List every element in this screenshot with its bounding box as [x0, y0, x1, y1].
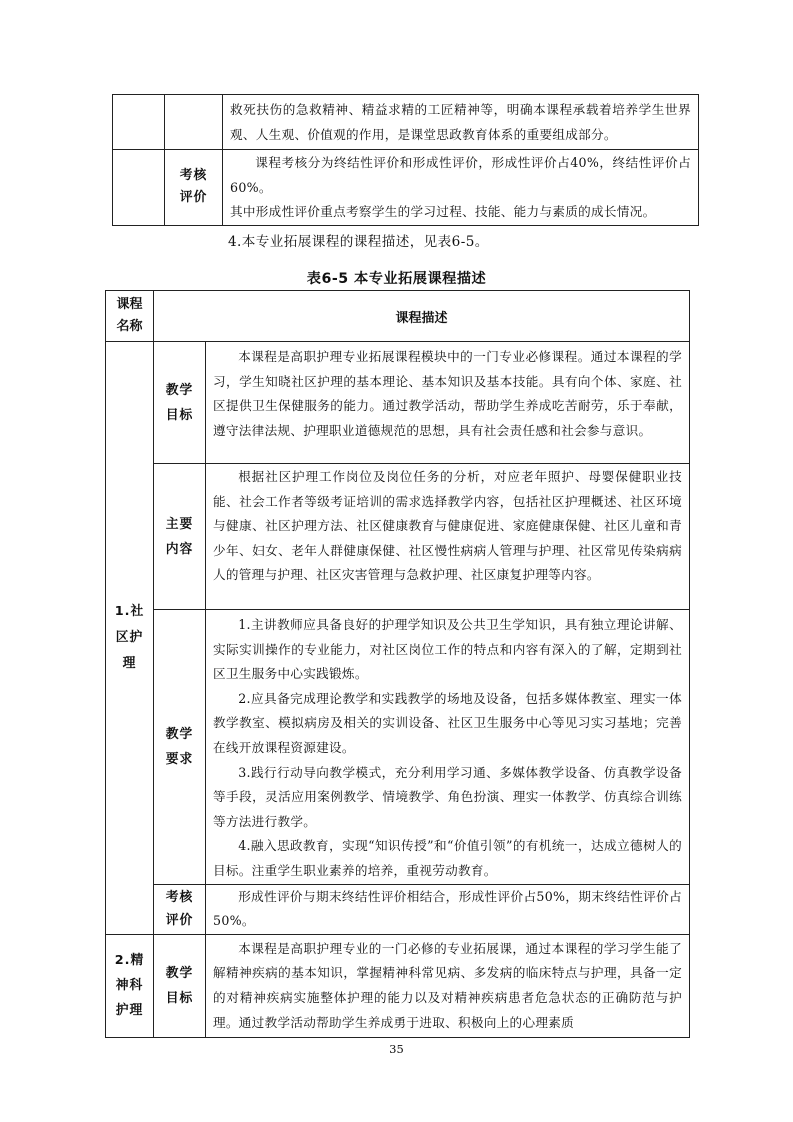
course-1-goals-label: 教学目标 [154, 342, 206, 464]
assessment-paragraph-2: 其中形成性评价重点考察学生的学习过程、技能、能力与素质的成长情况。 [230, 204, 656, 220]
header-course-name: 课程名称 [106, 291, 154, 342]
header-course-description: 课程描述 [154, 291, 690, 342]
top-table-label-cell [165, 95, 223, 150]
assessment-label: 考核评价 [165, 150, 223, 226]
intro-text: 4.本专业拓展课程的课程描述，见表6-5。 [228, 234, 489, 250]
top-table-text-cell [223, 95, 699, 150]
table-caption: 表6-5 本专业拓展课程描述 [306, 271, 487, 287]
course-description-table [105, 290, 690, 1038]
course-1-content-label: 主要内容 [154, 464, 206, 610]
assessment-paragraph-1: 课程考核分为终结性评价和形成性评价，形成性评价占40%，终结性评价占60%。 [230, 155, 691, 195]
course-1-name: 1.社区护理 [106, 342, 154, 935]
course-1-assessment-cell [206, 884, 690, 934]
course-1-content-cell [206, 464, 690, 610]
requirement-item: 2.应具备完成理论教学和实践教学的场地及设备，包括多媒体教室、理实一体教学教室、模拟病房及相关的实训设备、社区卫生服务中心等见习实习基地；完善在线开放课程资源建设。 [213, 690, 683, 755]
course-1-goals-cell [206, 342, 690, 464]
course-2-goals-label: 教学目标 [154, 934, 206, 1037]
course-1-content-text: 根据社区护理工作岗位及岗位任务的分析，对应老年照护、母婴保健职业技能、社会工作者等级考证培训的需求选择教学内容，包括社区护理概述、社区环境与健康、社区护理方法、社区健康教育与健康促进、家庭健康保健、社区儿童和青少年、妇女、老年人群健康保健、社区慢性病病人管理与护理、社区常见传染病病人的管理与护理、社区灾害管理与急救护理、社区康复护理等内容。 [213, 469, 683, 583]
moral-education-text: 救死扶伤的急救精神、精益求精的工匠精神等，明确本课程承载着培养学生世界观、人生观、价值观的作用，是课堂思政教育体系的重要组成部分。 [230, 102, 691, 142]
requirement-item: 3.践行行动导向教学模式，充分利用学习通、多媒体教学设备、仿真教学设备等手段，灵活应用案例教学、情境教学、角色扮演、理实一体教学、仿真综合训练等方法进行教学。 [213, 764, 683, 829]
course-1-assessment-text: 形成性评价与期末终结性评价相结合，形成性评价占50%，期末终结性评价占50%。 [213, 888, 683, 929]
requirement-item: 1.主讲教师应具备良好的护理学知识及公共卫生学知识，具有独立理论讲解、实际实训操作的专业能力，对社区岗位工作的特点和内容有深入的了解，定期到社区卫生服务中心实践锻炼。 [213, 617, 683, 682]
course-2-goals-cell [206, 934, 690, 1037]
requirement-item: 4.融入思政教育，实现“知识传授”和“价值引领”的有机统一，达成立德树人的目标。注重学生职业素养的培养，重视劳动教育。 [213, 838, 683, 878]
course-1-assessment-label: 考核评价 [154, 884, 206, 934]
course-1-requirements-label: 教学要求 [154, 610, 206, 885]
course-2-name: 2.精神科护理 [106, 934, 154, 1037]
course-1-requirements-cell [206, 610, 690, 885]
top-table-name-cell [113, 95, 165, 150]
course-2-goals-text: 本课程是高职护理专业的一门必修的专业拓展课，通过本课程的学习学生能了解精神疾病的基本知识，掌握精神科常见病、多发病的临床特点与护理，具备一定的对精神疾病实施整体护理的能力以及对精神疾病患者危急状态的正确防范与护理。通过教学活动帮助学生养成勇于进取、积极向上的心理素质 [213, 940, 683, 1030]
assessment-cell [223, 150, 699, 226]
top-table-name-cell [113, 150, 165, 226]
top-table [112, 94, 699, 226]
page-number: 35 [389, 1042, 404, 1056]
course-1-goals-text: 本课程是高职护理专业拓展课程模块中的一门专业必修课程。通过本课程的学习，学生知晓社区护理的基本理论、基本知识及基本技能。具有向个体、家庭、社区提供卫生保健服务的能力。通过教学活动，帮助学生养成吃苦耐劳，乐于奉献，遵守法律法规、护理职业道德规范的思想，具有社会责任感和社会参与意识。 [213, 349, 683, 438]
